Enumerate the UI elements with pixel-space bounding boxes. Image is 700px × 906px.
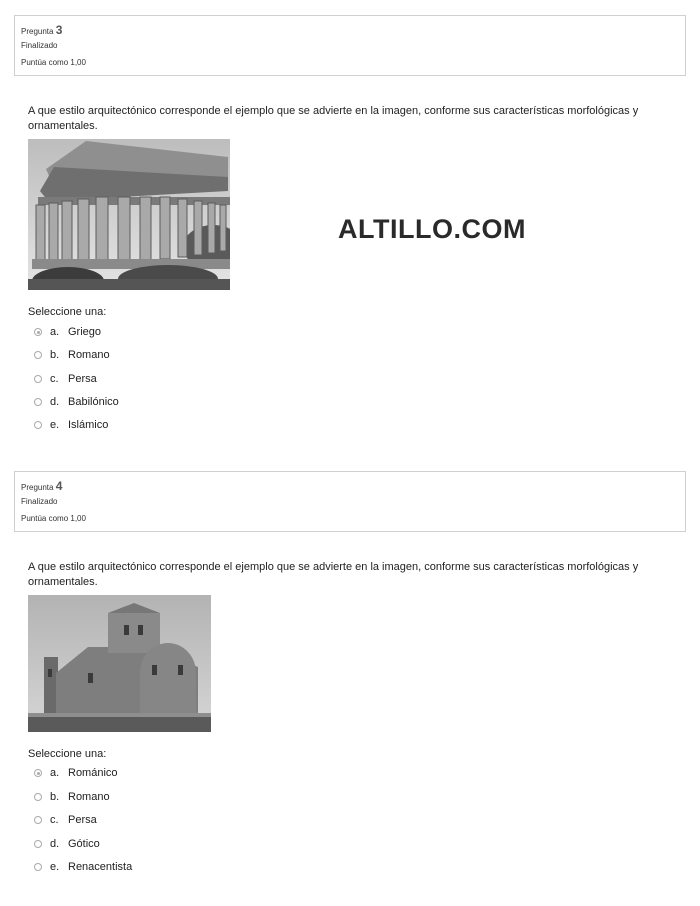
option-a[interactable] (34, 765, 118, 781)
radio-button[interactable] (34, 793, 42, 801)
romanesque-church-photo (28, 595, 211, 732)
radio-button[interactable] (34, 840, 42, 848)
radio-button[interactable] (34, 351, 42, 359)
radio-button[interactable] (34, 421, 42, 429)
option-letter: b. (50, 791, 60, 803)
option-d[interactable] (34, 394, 119, 410)
question-text: A que estilo arquitectónico corresponde el ejemplo que se advierte en la imagen, conforme sus características morfológicas y ornamentales. (28, 105, 639, 132)
radio-button[interactable] (34, 816, 42, 824)
option-e[interactable] (34, 859, 132, 875)
option-c[interactable] (34, 812, 97, 828)
option-letter: a. (50, 326, 60, 338)
option-d[interactable] (34, 836, 100, 852)
option-letter: e. (50, 861, 60, 873)
option-letter: c. (50, 814, 59, 826)
question-text: A que estilo arquitectónico corresponde el ejemplo que se advierte en la imagen, conforme sus características morfológicas y ornamentales. (28, 561, 639, 588)
question-info-box (14, 15, 686, 76)
option-letter: e. (50, 419, 60, 431)
select-label: Seleccione una: (28, 748, 107, 760)
option-label: Griego (68, 326, 102, 338)
radio-button[interactable] (34, 769, 42, 777)
watermark-text: ALTILLO.COM (338, 214, 526, 244)
question-status: Finalizado (21, 497, 58, 506)
question-label: Pregunta (21, 483, 54, 492)
option-label: Persa (68, 814, 97, 826)
question-label: Pregunta (21, 27, 54, 36)
option-letter: c. (50, 373, 59, 385)
option-label: Islámico (68, 419, 109, 431)
radio-button[interactable] (34, 375, 42, 383)
option-a[interactable] (34, 324, 101, 340)
option-label: Renacentista (68, 861, 133, 873)
question-status: Finalizado (21, 41, 58, 50)
question-score: Puntúa como 1,00 (21, 514, 86, 523)
option-label: Romano (68, 349, 110, 361)
option-label: Gótico (68, 838, 100, 850)
option-e[interactable] (34, 417, 108, 433)
radio-button[interactable] (34, 398, 42, 406)
option-label: Romano (68, 791, 110, 803)
question-number: 4 (55, 479, 63, 493)
option-label: Románico (68, 767, 118, 779)
option-label: Persa (68, 373, 97, 385)
option-label: Babilónico (68, 396, 119, 408)
question-number: 3 (55, 23, 63, 37)
question-score: Puntúa como 1,00 (21, 58, 86, 67)
select-label: Seleccione una: (28, 306, 107, 318)
radio-button[interactable] (34, 863, 42, 871)
radio-button[interactable] (34, 328, 42, 336)
greek-temple-photo (28, 139, 230, 290)
option-letter: d. (50, 396, 60, 408)
option-letter: a. (50, 767, 60, 779)
option-letter: d. (50, 838, 60, 850)
option-b[interactable] (34, 347, 110, 363)
option-b[interactable] (34, 789, 110, 805)
question-info-box (14, 471, 686, 532)
option-letter: b. (50, 349, 60, 361)
option-c[interactable] (34, 371, 97, 387)
